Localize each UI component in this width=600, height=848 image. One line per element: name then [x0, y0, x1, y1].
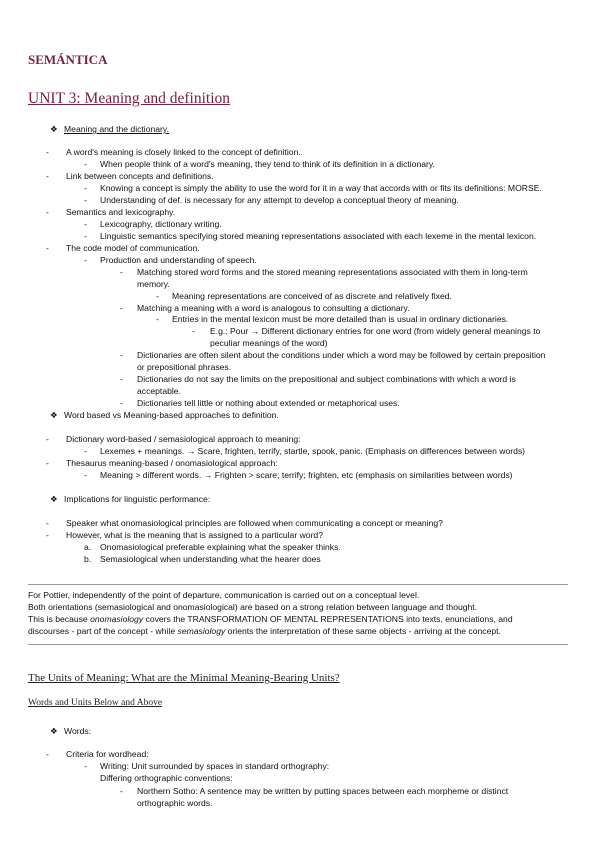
list-item: Onomasiological preferable explaining what the speaker thinks. [100, 542, 341, 552]
list-item: E.g.: Pour → Different dictionary entries for one word (from widely general meanings to [210, 326, 541, 336]
list-item: Production and understanding of speech. [100, 255, 257, 265]
list-item: Thesaurus meaning-based / onomasiological approach: [66, 458, 278, 468]
list-item: Writing: Unit surrounded by spaces in standard orthography: [100, 761, 330, 771]
diamond-bullet-icon: ❖ [50, 494, 58, 504]
dash-bullet-icon: - [156, 291, 159, 301]
list-item: Dictionaries do not say the limits on the prepositional and subject combinations with which a word is [137, 374, 516, 384]
diamond-bullet-icon: ❖ [50, 410, 58, 420]
dash-bullet-icon: - [120, 374, 123, 384]
unit-heading: UNIT 3: Meaning and definition [28, 90, 231, 107]
list-item: Meaning > different words. → Frighten > scare; terrify; frighten, etc (emphasis on similarities between words) [100, 470, 513, 480]
dash-bullet-icon: - [156, 314, 159, 324]
subheading-approaches: Word based vs Meaning-based approaches to definition. [64, 410, 279, 420]
diamond-bullet-icon: ❖ [50, 124, 58, 134]
dash-bullet-icon: - [46, 243, 49, 253]
list-item-continuation: orthographic words. [137, 798, 213, 808]
dash-bullet-icon: - [84, 446, 87, 456]
list-marker-b: b. [84, 554, 92, 564]
list-item: Speaker what onomasiological principles are followed when communicating a concept or meaning? [66, 518, 443, 528]
list-item-continuation: acceptable. [137, 386, 181, 396]
dash-bullet-icon: - [84, 159, 87, 169]
dash-bullet-icon: - [46, 458, 49, 468]
note-line: This is because onomasiology covers the TRANSFORMATION OF MENTAL REPRESENTATIONS into texts, enunciations, and [28, 614, 513, 624]
list-marker-a: a. [84, 542, 92, 552]
dash-bullet-icon: - [46, 530, 49, 540]
list-item: Matching a meaning with a word is analogous to consulting a dictionary. [137, 303, 410, 313]
dash-bullet-icon: - [46, 147, 49, 157]
dash-bullet-icon: - [46, 434, 49, 444]
list-item-continuation: or prepositional phrases. [137, 362, 232, 372]
dash-bullet-icon: - [84, 761, 87, 771]
dash-bullet-icon: - [120, 786, 123, 796]
list-item: Northern Sotho: A sentence may be written by putting spaces between each morpheme or distinct [137, 786, 509, 796]
dash-bullet-icon: - [192, 326, 195, 336]
list-item: Semasiological when understanding what the hearer does [100, 554, 321, 564]
list-item: Semantics and lexicography. [66, 207, 176, 217]
list-item: Linguistic semantics specifying stored meaning representations associated with each lexeme in the mental lexicon. [100, 231, 537, 241]
note-line: For Pottier, independently of the point of departure, communication is carried out on a conceptual level. [28, 590, 420, 600]
dash-bullet-icon: - [46, 518, 49, 528]
list-item: Lexicography, dictionary writing. [100, 219, 222, 229]
subheading-dictionary: Meaning and the dictionary. [64, 124, 169, 134]
note-line: Both orientations (semasiological and onomasiological) are based on a strong relation between language and thought. [28, 602, 478, 612]
dash-bullet-icon: - [46, 207, 49, 217]
list-item: Matching stored word forms and the stored meaning representations associated with them in long-term [137, 267, 528, 277]
subheading-implications: Implications for linguistic performance: [64, 494, 211, 504]
list-item: Dictionaries tell little or nothing about extended or metaphorical uses. [137, 398, 400, 408]
subheading-words: Words: [64, 726, 92, 736]
list-item: Meaning representations are conceived of as discrete and relatively fixed. [172, 291, 452, 301]
divider-top [28, 584, 568, 585]
list-item-continuation: peculiar meanings of the word) [210, 338, 328, 348]
list-item-continuation: Differing orthographic conventions: [100, 773, 233, 783]
page-title: SEMÁNTICA [28, 52, 108, 67]
list-item: Criteria for wordhead: [66, 749, 149, 759]
dash-bullet-icon: - [120, 398, 123, 408]
divider-bottom [28, 644, 568, 645]
list-item-continuation: memory. [137, 279, 170, 289]
dash-bullet-icon: - [120, 303, 123, 313]
list-item: Entries in the mental lexicon must be more detailed than is usual in ordinary dictionaries. [172, 314, 509, 324]
dash-bullet-icon: - [84, 183, 87, 193]
list-item: Link between concepts and definitions. [66, 171, 214, 181]
dash-bullet-icon: - [84, 231, 87, 241]
list-item: A word's meaning is closely linked to the concept of definition. [66, 147, 301, 157]
diamond-bullet-icon: ❖ [50, 726, 58, 736]
section-subheading: Words and Units Below and Above [28, 698, 163, 708]
dash-bullet-icon: - [84, 219, 87, 229]
dash-bullet-icon: - [84, 195, 87, 205]
list-item: Dictionaries are often silent about the conditions under which a word may be followed by certain preposition [137, 350, 546, 360]
dash-bullet-icon: - [120, 350, 123, 360]
dash-bullet-icon: - [120, 267, 123, 277]
dash-bullet-icon: - [46, 171, 49, 181]
list-item: Dictionary word-based / semasiological approach to meaning: [66, 434, 301, 444]
note-line: discourses - part of the concept - while semasiology orients the interpretation of these same objects - arriving at the concept. [28, 626, 501, 636]
dash-bullet-icon: - [84, 470, 87, 480]
list-item: The code model of communication. [66, 243, 200, 253]
list-item: Lexemes + meanings. → Scare, frighten, terrify, startle, spook, panic. (Emphasis on differences between words) [100, 446, 526, 456]
section-heading: The Units of Meaning: What are the Minimal Meaning-Bearing Units? [28, 672, 340, 684]
dash-bullet-icon: - [84, 255, 87, 265]
list-item: Understanding of def. is necessary for any attempt to develop a conceptual theory of meaning. [100, 195, 459, 205]
list-item: However, what is the meaning that is assigned to a particular word? [66, 530, 323, 540]
list-item: When people think of a word's meaning, they tend to think of its definition in a dictionary. [100, 159, 435, 169]
dash-bullet-icon: - [46, 749, 49, 759]
list-item: Knowing a concept is simply the ability to use the word for it in a way that accords with or fits its definitions: MORSE. [100, 183, 542, 193]
